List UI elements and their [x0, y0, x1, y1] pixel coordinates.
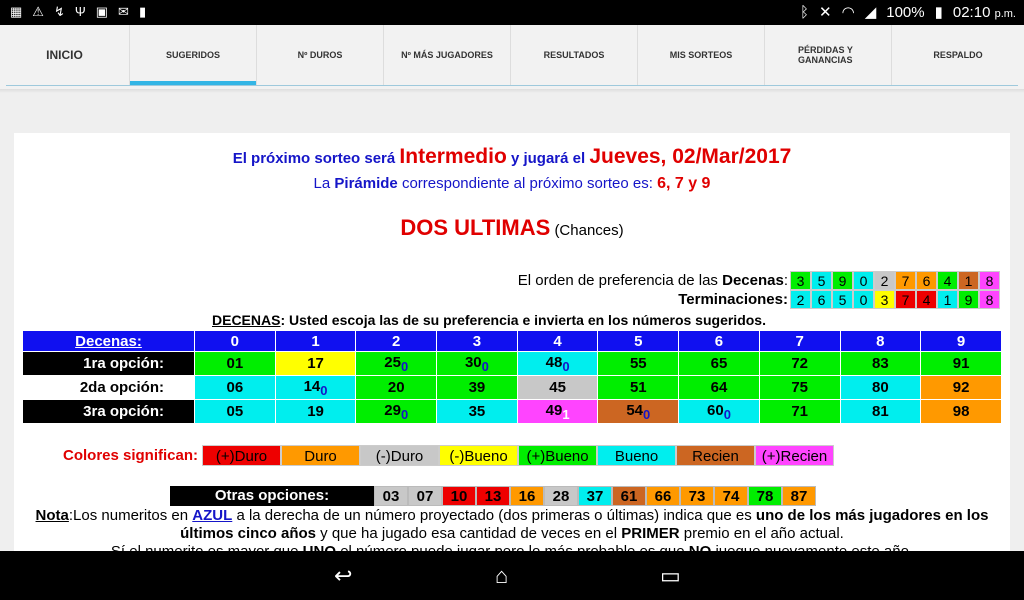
sorteo-date: Jueves, 02/Mar/2017: [589, 145, 792, 168]
mute-icon: ✕: [819, 4, 832, 21]
decena-chip: 2: [874, 271, 895, 290]
number-cell[interactable]: 540: [598, 400, 679, 424]
tab-resultados[interactable]: [511, 25, 638, 85]
battery-percent: 100%: [886, 3, 925, 21]
number-cell[interactable]: 20: [356, 376, 437, 400]
frequency-subscript: 1: [562, 406, 570, 422]
decena-chip: 4: [937, 271, 958, 290]
legend-items: [202, 445, 834, 466]
number-cell[interactable]: 17: [275, 352, 356, 376]
frequency-subscript: 0: [562, 358, 570, 374]
legend-item: (+)Bueno: [518, 445, 597, 466]
legend-item: Bueno: [597, 445, 676, 466]
tab-label: RESPALDO: [933, 50, 983, 60]
content-card: [14, 133, 1010, 551]
frequency-subscript: 0: [643, 406, 651, 422]
number-cell[interactable]: 64: [679, 376, 760, 400]
nota-text: Nota:Los numeritos en AZUL a la derecha de un número proyectado (dos primeras o últimas) indica que es uno de los más jugadores en los últimos cinco años y que ha jugado esa cantidad de veces en el PRIMER premio en el año actual.: [35, 507, 989, 542]
gmail-icon: ✉: [118, 4, 129, 19]
otras-number[interactable]: 74: [714, 486, 748, 506]
decena-chip: 5: [811, 271, 832, 290]
terminacion-chip: 3: [874, 290, 895, 309]
otras-number[interactable]: 16: [510, 486, 544, 506]
frequency-subscript: 0: [481, 358, 489, 374]
number-cell[interactable]: 05: [195, 400, 276, 424]
table-row: [23, 376, 1002, 400]
number-cell[interactable]: 290: [356, 400, 437, 424]
otras-number[interactable]: 73: [680, 486, 714, 506]
tab-shadow: [0, 89, 1024, 93]
column-header: 5: [598, 331, 679, 352]
legend-item: (+)Recien: [755, 445, 834, 466]
app-window: [0, 25, 1024, 551]
signal-icon: ◢: [864, 4, 877, 21]
terminacion-chip: 0: [853, 290, 874, 309]
tab-respaldo[interactable]: [892, 25, 1024, 85]
frequency-subscript: 0: [320, 382, 328, 398]
number-cell[interactable]: 55: [598, 352, 679, 376]
terminaciones-label: Terminaciones:: [678, 291, 788, 308]
otras-opciones: [170, 486, 816, 506]
column-header: 4: [517, 331, 598, 352]
decena-chip: 1: [958, 271, 979, 290]
otras-label: Otras opciones:: [170, 486, 374, 506]
tab-inicio[interactable]: [0, 25, 130, 85]
number-cell[interactable]: 39: [437, 376, 518, 400]
otras-number[interactable]: 78: [748, 486, 782, 506]
number-cell[interactable]: 19: [275, 400, 356, 424]
column-header: 9: [921, 331, 1002, 352]
tab-label: MIS SORTEOS: [669, 50, 733, 60]
otras-number[interactable]: 87: [782, 486, 816, 506]
number-cell[interactable]: 250: [356, 352, 437, 376]
battery-icon: ▮: [934, 4, 943, 21]
number-cell[interactable]: 72: [759, 352, 840, 376]
number-cell[interactable]: 35: [437, 400, 518, 424]
terminacion-chip: 4: [916, 290, 937, 309]
decenas-pref-chips: [790, 271, 1000, 290]
row-label: 1ra opción:: [23, 352, 195, 376]
column-header: 0: [195, 331, 276, 352]
section-title-main: DOS ULTIMAS: [400, 215, 551, 240]
otras-number[interactable]: 37: [578, 486, 612, 506]
decenas-note: DECENAS: Usted escoja las de su preferencia e invierta en los números sugeridos.: [212, 312, 766, 328]
terminacion-chip: 8: [979, 290, 1000, 309]
decenas-preference-row: [14, 271, 1010, 290]
headline: [14, 145, 1010, 169]
home-icon[interactable]: ⌂: [495, 563, 509, 588]
notification-icons: [10, 4, 146, 20]
column-header: 6: [679, 331, 760, 352]
number-cell[interactable]: 480: [517, 352, 598, 376]
number-cell[interactable]: 65: [679, 352, 760, 376]
terminaciones-chips: [790, 290, 1000, 309]
tab-label: PÉRDIDAS Y GANANCIAS: [798, 45, 853, 65]
number-cell[interactable]: 51: [598, 376, 679, 400]
number-cell[interactable]: 300: [437, 352, 518, 376]
otras-number[interactable]: 03: [374, 486, 408, 506]
terminaciones-row: [14, 290, 1010, 309]
tab-divider: [6, 85, 1018, 86]
terminacion-chip: 7: [895, 290, 916, 309]
terminacion-chip: 5: [832, 290, 853, 309]
decenas-header: Decenas:: [23, 331, 195, 352]
number-cell[interactable]: 06: [195, 376, 276, 400]
number-cell[interactable]: 140: [275, 376, 356, 400]
suggestions-table: [22, 330, 1002, 424]
recent-apps-icon[interactable]: ▭: [660, 563, 681, 588]
tab-label: Nº DUROS: [297, 50, 343, 60]
number-cell[interactable]: 491: [517, 400, 598, 424]
clock: 02:10 p.m.: [952, 3, 1016, 21]
tab-label: INICIO: [46, 48, 83, 62]
number-cell[interactable]: 45: [517, 376, 598, 400]
section-title: [14, 215, 1010, 241]
legend-title: Colores significan:: [63, 447, 199, 464]
legend-item: Recien: [676, 445, 755, 466]
number-cell[interactable]: 01: [195, 352, 276, 376]
number-cell[interactable]: 83: [840, 352, 921, 376]
status-bar: [0, 0, 1024, 25]
otras-number[interactable]: 61: [612, 486, 646, 506]
tab-duros[interactable]: [257, 25, 384, 85]
tab-sugeridos[interactable]: [130, 25, 257, 85]
number-cell[interactable]: 80: [840, 376, 921, 400]
app-icon: ▦: [10, 4, 23, 19]
frequency-subscript: 0: [723, 406, 731, 422]
piramide-value: 6, 7 y 9: [657, 175, 711, 192]
wifi-icon: ◠: [841, 4, 855, 21]
tab-mis-sorteos[interactable]: [638, 25, 765, 85]
warning-icon: ⚠: [32, 4, 44, 19]
table-header: [23, 331, 1002, 352]
decena-chip: 3: [790, 271, 811, 290]
otras-number[interactable]: 13: [476, 486, 510, 506]
back-icon[interactable]: ↩: [334, 563, 353, 588]
color-legend: [63, 445, 834, 466]
number-cell[interactable]: 71: [759, 400, 840, 424]
column-header: 2: [356, 331, 437, 352]
column-header: 8: [840, 331, 921, 352]
piramide-mid: correspondiente al próximo sorteo es:: [401, 175, 653, 192]
tab-mas-jugadores[interactable]: [384, 25, 511, 85]
decena-chip: 8: [979, 271, 1000, 290]
row-label: 2da opción:: [23, 376, 195, 400]
piramide-word: Pirámide: [334, 175, 398, 192]
headline-pre: El próximo sorteo será: [232, 150, 396, 167]
navigation-bar: [0, 551, 1024, 600]
legend-item: (-)Bueno: [439, 445, 518, 466]
decena-chip: 9: [832, 271, 853, 290]
column-header: 3: [437, 331, 518, 352]
column-header: 7: [759, 331, 840, 352]
system-icons: [800, 3, 1016, 21]
number-cell[interactable]: 98: [921, 400, 1002, 424]
tab-label: RESULTADOS: [543, 50, 605, 60]
frequency-subscript: 0: [400, 358, 409, 374]
app-icon-2: ▮: [138, 4, 147, 19]
terminacion-chip: 9: [958, 290, 979, 309]
number-cell[interactable]: 92: [921, 376, 1002, 400]
tab-label: Nº MÁS JUGADORES: [401, 50, 493, 60]
image-icon: ▣: [95, 4, 109, 19]
usb-icon: Ψ: [74, 4, 86, 19]
legend-item: (+)Duro: [202, 445, 281, 466]
otras-number[interactable]: 28: [544, 486, 578, 506]
decena-chip: 6: [916, 271, 937, 290]
otras-number[interactable]: 07: [408, 486, 442, 506]
tab-perdidas-ganancias[interactable]: [765, 25, 892, 85]
otras-number[interactable]: 10: [442, 486, 476, 506]
sorteo-type: Intermedio: [399, 145, 507, 168]
terminacion-chip: 2: [790, 290, 811, 309]
terminacion-chip: 6: [811, 290, 832, 309]
table-row: [23, 352, 1002, 376]
tab-bar: [0, 25, 1024, 89]
number-cell[interactable]: 91: [921, 352, 1002, 376]
terminacion-chip: 1: [937, 290, 958, 309]
decena-chip: 0: [853, 271, 874, 290]
section-subtitle: (Chances): [554, 222, 624, 239]
column-header: 1: [275, 331, 356, 352]
missed-call-icon: ↯: [53, 4, 65, 19]
legend-item: Duro: [281, 445, 360, 466]
legend-item: (-)Duro: [360, 445, 439, 466]
otras-number[interactable]: 66: [646, 486, 680, 506]
number-cell[interactable]: 75: [759, 376, 840, 400]
piramide-line: [14, 175, 1010, 193]
otras-items: [374, 486, 816, 506]
number-cell[interactable]: 600: [679, 400, 760, 424]
table-row: [23, 400, 1002, 424]
frequency-subscript: 0: [400, 406, 409, 422]
row-label: 3ra opción:: [23, 400, 195, 424]
headline-mid: y jugará el: [510, 150, 586, 167]
decenas-pref-label: El orden de preferencia de las Decenas:: [517, 272, 788, 289]
piramide-pre: La: [313, 175, 331, 192]
number-cell[interactable]: 81: [840, 400, 921, 424]
decena-chip: 7: [895, 271, 916, 290]
tab-label: SUGERIDOS: [165, 50, 220, 60]
bluetooth-icon: ᛒ: [800, 3, 810, 21]
